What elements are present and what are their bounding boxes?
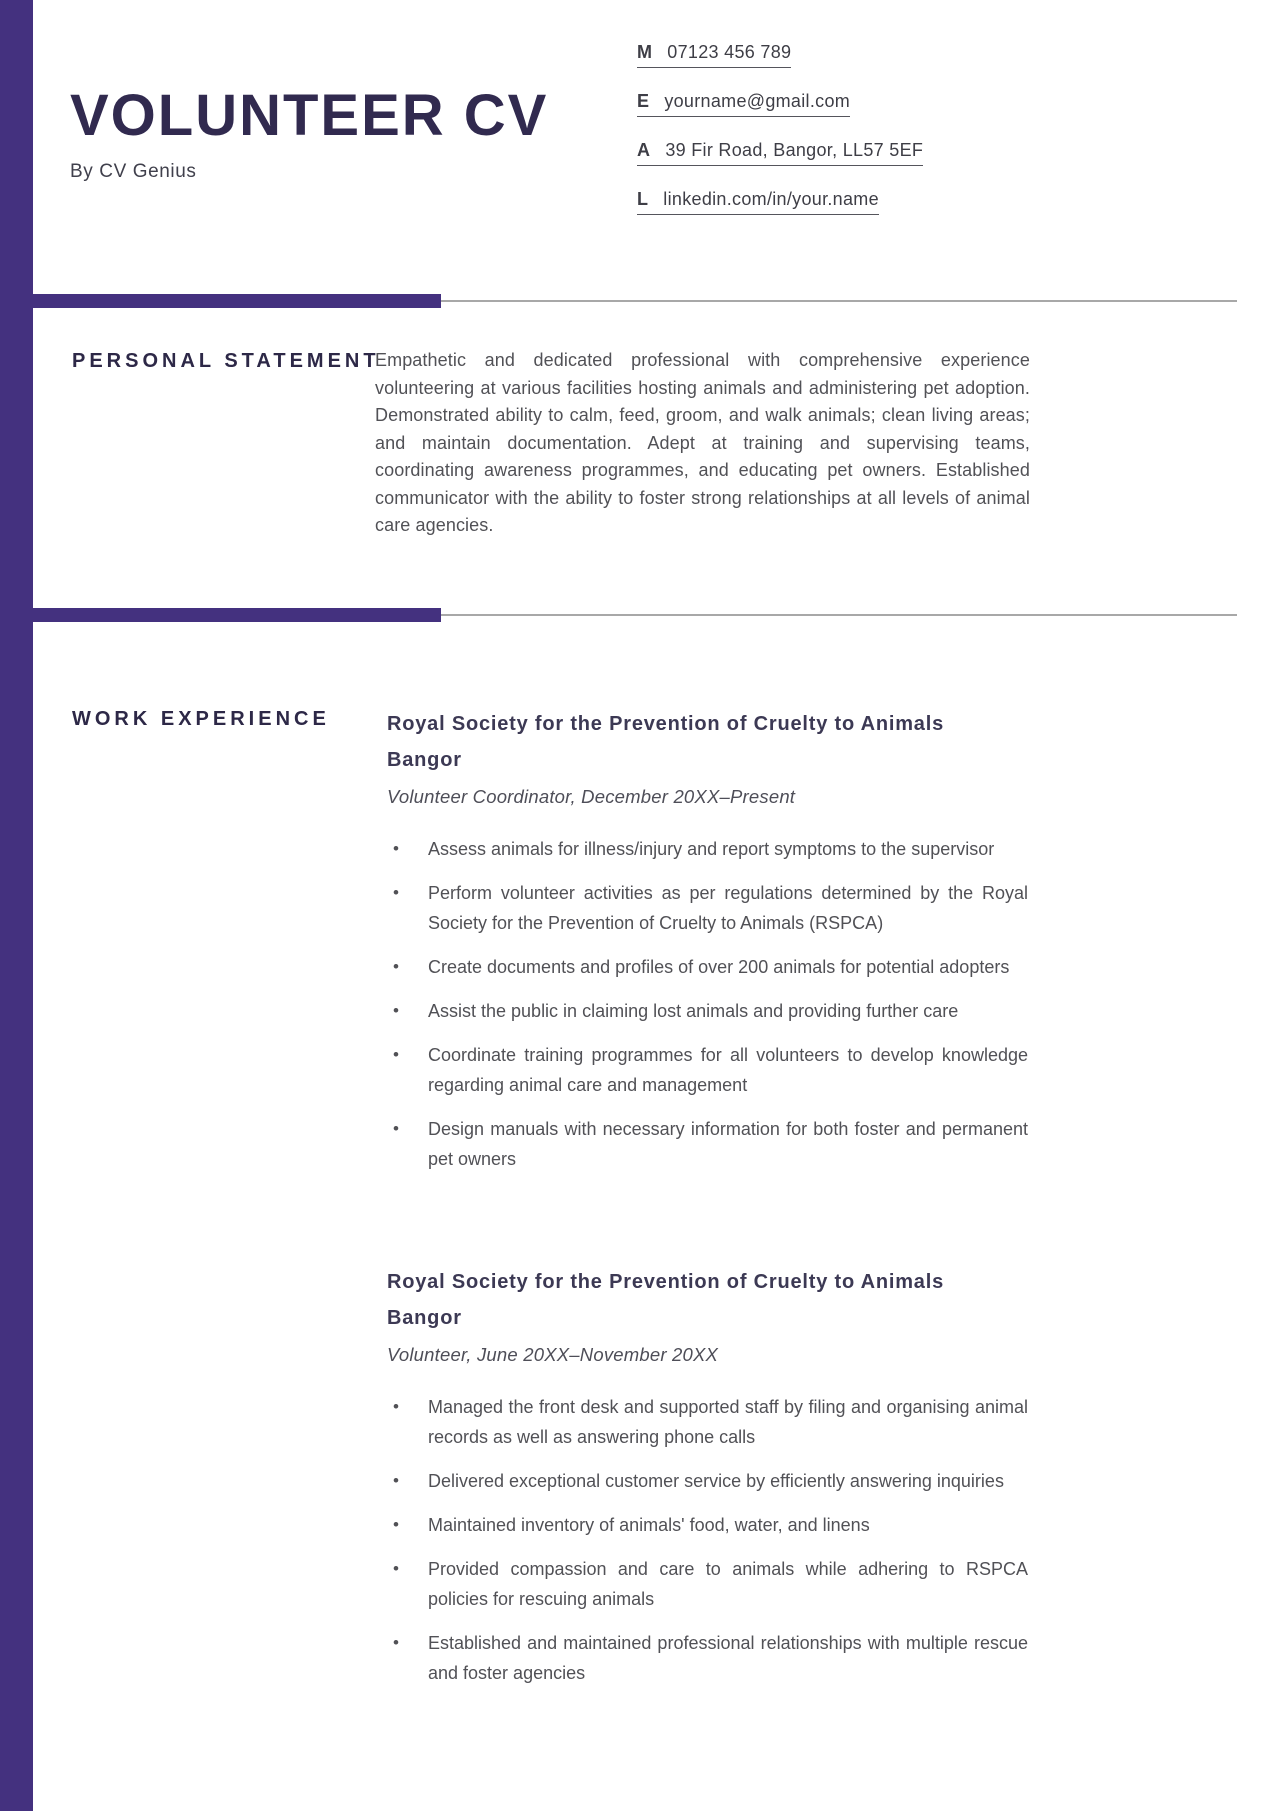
bullet-icon: • <box>393 957 399 976</box>
bullet-text: Established and maintained professional relationships with multiple rescue and foster agencies <box>428 1633 1028 1683</box>
job-entry-2 <box>387 1264 1028 1702</box>
job-company: Royal Society for the Prevention of Cruelty to Animals Bangor <box>387 1271 944 1329</box>
linkedin-link[interactable] <box>637 189 879 215</box>
byline: By CV Genius <box>70 161 197 182</box>
linkedin-value: linkedin.com/in/your.name <box>663 189 879 209</box>
left-accent-bar <box>0 0 33 1811</box>
bullet-icon: • <box>393 1397 399 1416</box>
job-role: Volunteer Coordinator, December 20XX–Present <box>387 786 796 807</box>
divider-accent-bar <box>0 294 441 308</box>
bullet-text: Perform volunteer activities as per regulations determined by the Royal Society for the Prevention of Cruelty to Animals (RSPCA) <box>428 883 1028 933</box>
email-prefix: E <box>637 91 650 111</box>
job-company: Royal Society for the Prevention of Cruelty to Animals Bangor <box>387 713 944 771</box>
bullet-text: Delivered exceptional customer service by efficiently answering inquiries <box>428 1471 1004 1491</box>
section-divider-middle <box>0 608 1237 622</box>
bullet-icon: • <box>393 883 399 902</box>
personal-statement-body: Empathetic and dedicated professional with comprehensive experience volunteering at various facilities hosting animals and administering pet adoption. Demonstrated ability to calm, feed, groom, and walk animals; clean living areas; and maintain documentation. Adept at training and supervising teams, coordinating awareness programmes, and educating pet owners. Established communicator with the ability to foster strong relationships at all levels of animal care agencies. <box>375 350 1030 535</box>
address-prefix: A <box>637 140 651 160</box>
bullet-icon: • <box>393 1559 399 1578</box>
bullet-icon: • <box>393 1001 399 1020</box>
personal-statement-heading: PERSONAL STATEMENT <box>72 350 380 372</box>
job-bullet-list <box>387 834 1028 1174</box>
bullet-text: Coordinate training programmes for all volunteers to develop knowledge regarding animal care and management <box>428 1045 1028 1095</box>
email-value: yourname@gmail.com <box>664 91 851 111</box>
bullet-icon: • <box>393 1633 399 1652</box>
bullet-item <box>387 952 1028 982</box>
job-entry-1 <box>387 706 1028 1188</box>
address-value: 39 Fir Road, Bangor, LL57 5EF <box>665 140 924 160</box>
bullet-item <box>387 1628 1028 1688</box>
section-divider-top <box>0 294 1237 308</box>
email-link[interactable] <box>637 91 850 117</box>
bullet-item <box>387 1510 1028 1540</box>
mobile-prefix: M <box>637 42 653 62</box>
bullet-text: Create documents and profiles of over 200 animals for potential adopters <box>428 957 1010 977</box>
bullet-text: Assess animals for illness/injury and report symptoms to the supervisor <box>428 839 995 859</box>
bullet-item <box>387 834 1028 864</box>
contact-item-email <box>637 91 923 140</box>
bullet-item <box>387 1466 1028 1496</box>
bullet-icon: • <box>393 1515 399 1534</box>
contact-item-address <box>637 140 923 189</box>
contact-item-linkedin <box>637 189 923 238</box>
bullet-text: Assist the public in claiming lost animals and providing further care <box>428 1001 959 1021</box>
bullet-item <box>387 1554 1028 1614</box>
contact-item-mobile <box>637 42 923 91</box>
linkedin-prefix: L <box>637 189 649 209</box>
bullet-item <box>387 1040 1028 1100</box>
page-title: VOLUNTEER CV <box>70 83 549 148</box>
header <box>70 82 548 183</box>
mobile-value: 07123 456 789 <box>667 42 792 62</box>
bullet-item <box>387 878 1028 938</box>
bullet-text: Design manuals with necessary information for both foster and permanent pet owners <box>428 1119 1028 1169</box>
job-role: Volunteer, June 20XX–November 20XX <box>387 1344 719 1365</box>
bullet-text: Managed the front desk and supported staff by filing and organising animal records as well as answering phone calls <box>428 1397 1028 1447</box>
bullet-item <box>387 996 1028 1026</box>
bullet-item <box>387 1392 1028 1452</box>
mobile-link[interactable] <box>637 42 791 68</box>
bullet-item <box>387 1114 1028 1174</box>
bullet-text: Maintained inventory of animals' food, water, and linens <box>428 1515 870 1535</box>
bullet-text: Provided compassion and care to animals while adhering to RSPCA policies for rescuing animals <box>428 1559 1028 1609</box>
bullet-icon: • <box>393 1045 399 1064</box>
job-bullet-list <box>387 1392 1028 1688</box>
contact-list <box>637 42 923 238</box>
bullet-icon: • <box>393 1471 399 1490</box>
address-link[interactable] <box>637 140 923 166</box>
bullet-icon: • <box>393 839 399 858</box>
bullet-icon: • <box>393 1119 399 1138</box>
work-experience-heading: WORK EXPERIENCE <box>72 708 330 730</box>
divider-accent-bar <box>0 608 441 622</box>
